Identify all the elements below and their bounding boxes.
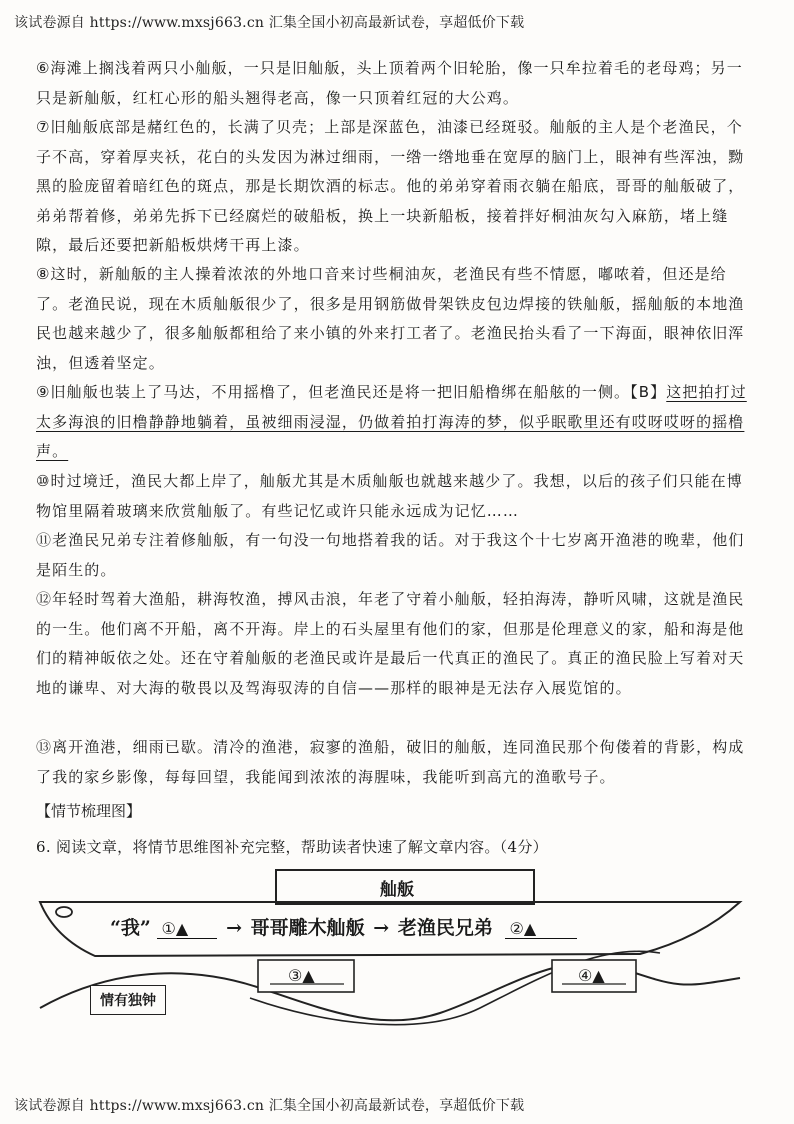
boat-porthole xyxy=(56,907,72,917)
paragraph-6: ⑥海滩上搁浅着两只小舢舨，一只是旧舢舨，头上顶着两个旧轮胎，像一只牟拉着毛的老母鸡；另一只是新舢舨，红杠心形的船头翘得老高，像一只顶着红冠的大公鸡。 xyxy=(36,59,743,107)
paragraph-8: ⑧这时，新舢舨的主人操着浓浓的外地口音来讨些桐油灰，老渔民有些不情愿，嘟哝着，但还是给了。老渔民说，现在木质舢舨很少了，很多是用钢筋做骨架铁皮包边焊接的铁舢舨，摇舢舨的本地渔民也越来越少了，很多舢舨都租给了来小镇的外来打工者了。老渔民抬头看了一下海面，眼神依旧浑浊，但透着坚定。 xyxy=(36,265,745,372)
cabin-label: 舢舨 xyxy=(380,880,414,900)
paragraph-9-underlined: 这把拍打过太多海浪的旧橹静静地躺着，虽被细雨浸湿，仍做着拍打海涛的梦，似乎眠歌里还有哎呀哎呀的摇橹声。 xyxy=(36,383,747,460)
blank-1[interactable]: ①▲ xyxy=(157,919,217,939)
plot-steps-row xyxy=(110,913,577,940)
paragraph-12: ⑫年轻时驾着大渔船，耕海牧渔，搏风击浪，年老了守着小舢舨，轻拍海涛，静听风啸，这就是渔民的一生。他们离不开船，离不开海。岸上的石头屋里有他们的家，但那是伦理意义的家，船和海是他们的精神皈依之处。还在守着舢舨的老渔民或许是最后一代真正的渔民了。真正的渔民脸上写着对天地的谦卑、对大海的敬畏以及驾海驭涛的自信——那样的眼神是无法存入展览馆的。 xyxy=(36,590,745,697)
blank-4[interactable]: ④▲ xyxy=(578,966,605,985)
step-old-fishermen: 老渔民兄弟 xyxy=(397,917,493,939)
paragraph-13: ⑬离开渔港，细雨已歇。清冷的渔港，寂寥的渔船，破旧的舢舨，连同渔民那个佝偻着的背影，构成了我的家乡影像，每每回望，我能闻到浓浓的海腥味，我能听到高亢的渔歌号子。 xyxy=(36,738,745,786)
page-header: 该试卷源自 https://www.mxsj663.cn 汇集全国小初高最新试卷，享超低价下载 xyxy=(14,15,525,31)
page-footer: 该试卷源自 https://www.mxsj663.cn 汇集全国小初高最新试卷，享超低价下载 xyxy=(14,1098,525,1114)
paragraph-9 xyxy=(36,378,756,467)
arrow-icon: → xyxy=(373,917,390,939)
section-title: 【情节梳理图】 xyxy=(36,802,142,820)
arrow-icon: → xyxy=(226,917,243,939)
paragraph-7: ⑦旧舢舨底部是赭红色的，长满了贝壳；上部是深蓝色，油漆已经斑驳。舢舨的主人是个老渔民，个子不高，穿着厚夹袄，花白的头发因为淋过细雨，一绺一绺地垂在宽厚的脑门上，眼神有些浑浊，黝黑的脸庞留着暗红色的斑点，那是长期饮酒的标志。他的弟弟穿着雨衣躺在船底，哥哥的舢舨破了，弟弟帮着修，弟弟先拆下已经腐烂的破船板，换上一块新船板，接着拌好桐油灰勾入麻筋，堵上缝隙，最后还要把新船板烘烤干再上漆。 xyxy=(36,118,745,254)
blank-2[interactable]: ②▲ xyxy=(505,919,577,939)
question-6: 6. 阅读文章，将情节思维图补充完整，帮助读者快速了解文章内容。（4分） xyxy=(36,838,548,856)
step-me: “我” xyxy=(110,917,151,939)
emotion-tag: 情有独钟 xyxy=(90,985,166,1015)
blank-3[interactable]: ③▲ xyxy=(288,966,315,985)
paragraph-9-text: ⑨旧舢舨也装上了马达，不用摇橹了，但老渔民还是将一把旧船橹绑在船舷的一侧。【B】 xyxy=(36,383,667,401)
step-brother-carving: 哥哥雕木舢舨 xyxy=(250,917,365,939)
paragraph-11: ⑪老渔民兄弟专注着修舢舨，有一句没一句地搭着我的话。对于我这个十七岁离开渔港的晚辈，他们是陌生的。 xyxy=(36,531,745,579)
paragraph-10: ⑩时过境迁，渔民大都上岸了，舢舨尤其是木质舢舨也就越来越少了。我想，以后的孩子们只能在博物馆里隔着玻璃来欣赏舢舨了。有些记忆或许只能永远成为记忆…… xyxy=(36,472,743,520)
